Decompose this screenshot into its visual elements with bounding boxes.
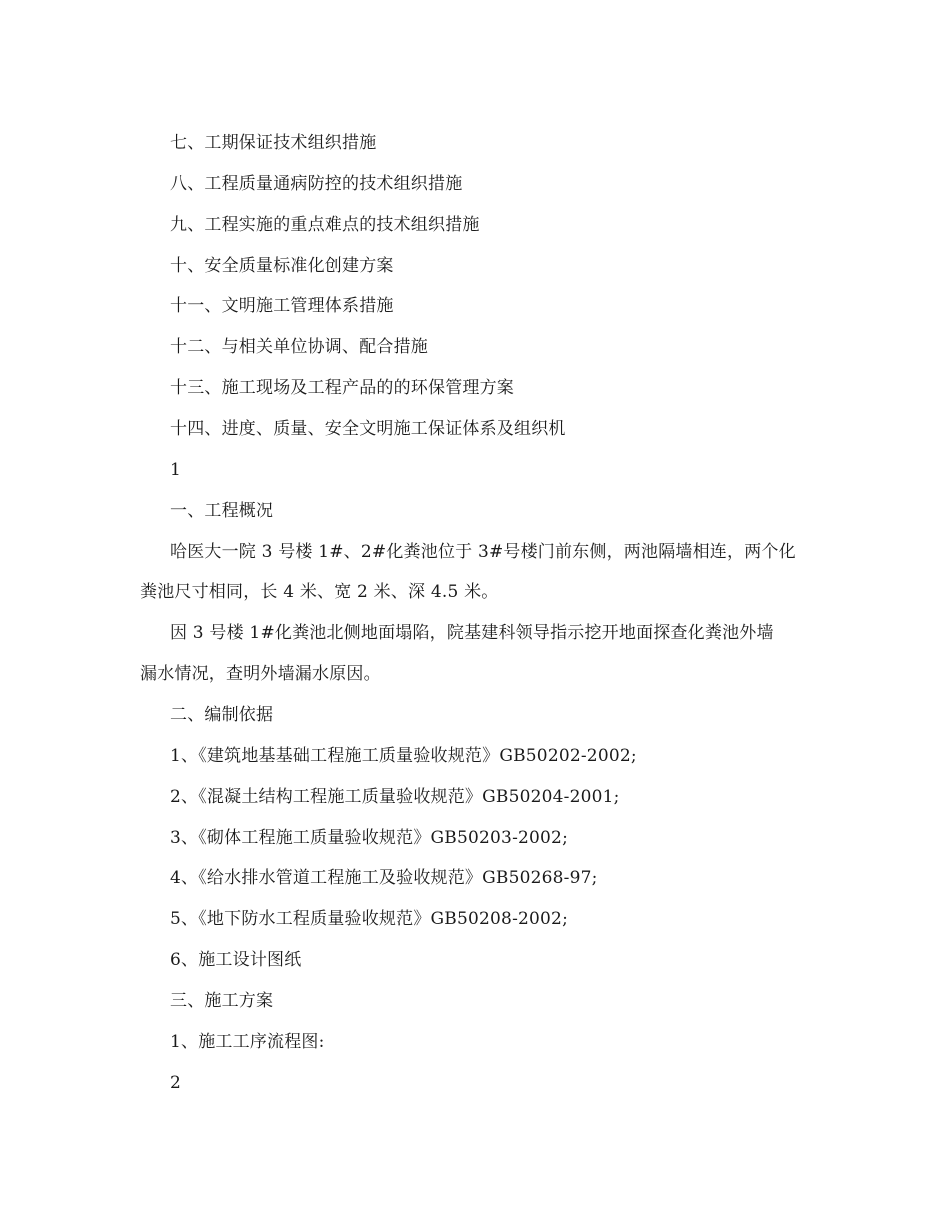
toc-item-9: 九、工程实施的重点难点的技术组织措施	[170, 215, 480, 235]
basis-item: 1、《建筑地基基础工程施工质量验收规范》GB50202-2002;	[170, 746, 637, 766]
toc-item-13: 十三、施工现场及工程产品的的环保管理方案	[170, 378, 514, 398]
page-number: 2	[170, 1073, 182, 1093]
section-heading-overview: 一、工程概况	[170, 501, 274, 521]
section-heading-basis: 二、编制依据	[170, 705, 274, 725]
basis-item: 5、《地下防水工程质量验收规范》GB50208-2002;	[170, 909, 569, 929]
section-heading-plan: 三、施工方案	[170, 991, 274, 1011]
page-number: 1	[170, 460, 182, 480]
toc-item-14: 十四、进度、质量、安全文明施工保证体系及组织机	[170, 419, 566, 439]
toc-item-12: 十二、与相关单位协调、配合措施	[170, 337, 428, 357]
overview-paragraph-line: 哈医大一院 3 号楼 1#、2#化粪池位于 3#号楼门前东侧，两池隔墙相连，两个化	[170, 542, 796, 562]
basis-item: 2、《混凝土结构工程施工质量验收规范》GB50204-2001;	[170, 787, 620, 807]
basis-item: 4、《给水排水管道工程施工及验收规范》GB50268-97;	[170, 868, 598, 888]
toc-item-8: 八、工程质量通病防控的技术组织措施	[170, 174, 463, 194]
toc-item-7: 七、工期保证技术组织措施	[170, 133, 377, 153]
basis-item: 3、《砌体工程施工质量验收规范》GB50203-2002;	[170, 828, 569, 848]
overview-paragraph-line: 漏水情况，查明外墙漏水原因。	[140, 664, 381, 684]
toc-item-10: 十、安全质量标准化创建方案	[170, 256, 394, 276]
basis-item: 6、施工设计图纸	[170, 950, 302, 970]
overview-paragraph-line: 因 3 号楼 1#化粪池北侧地面塌陷，院基建科领导指示挖开地面探查化粪池外墙	[170, 623, 774, 643]
overview-paragraph-line: 粪池尺寸相同，长 4 米、宽 2 米、深 4.5 米。	[140, 582, 499, 602]
toc-item-11: 十一、文明施工管理体系措施	[170, 296, 394, 316]
plan-item: 1、施工工序流程图:	[170, 1032, 325, 1052]
